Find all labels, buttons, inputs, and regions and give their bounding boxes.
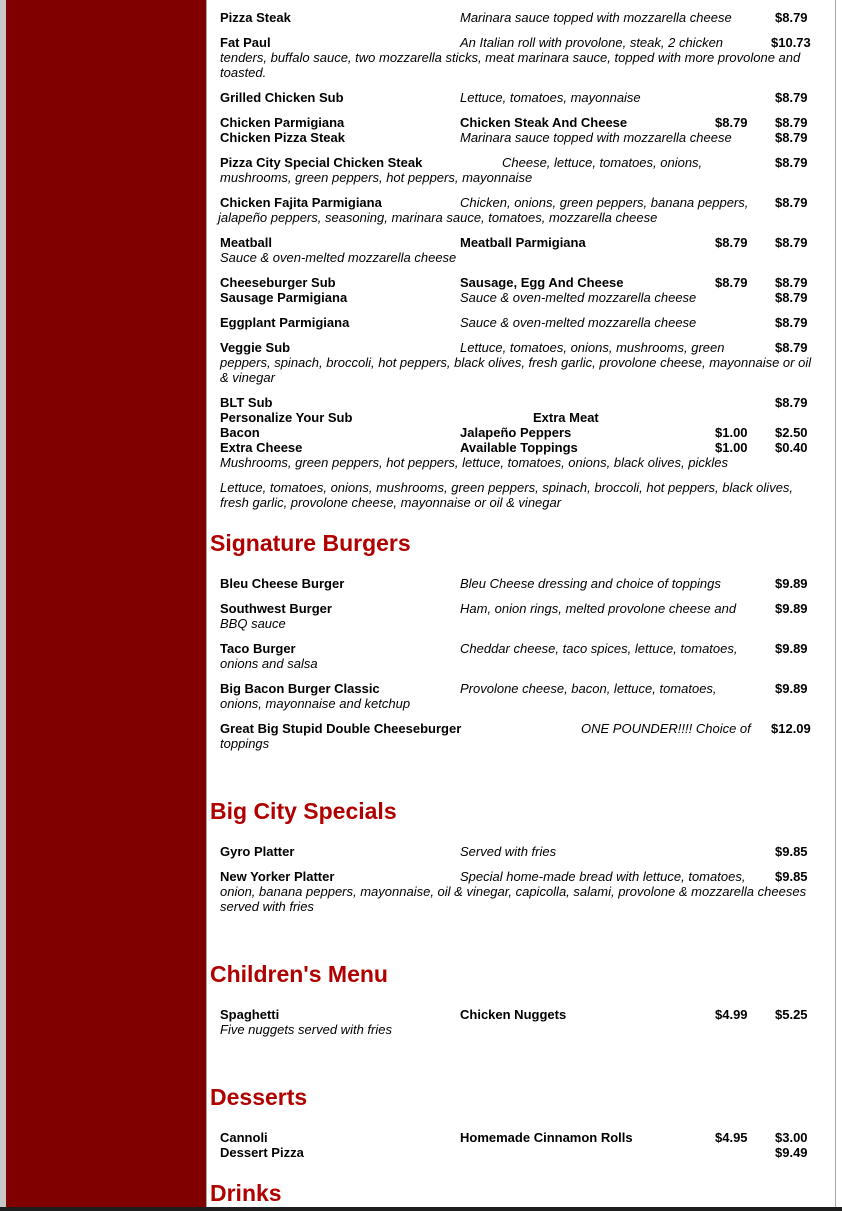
section-heading-desserts: Desserts — [210, 1084, 308, 1110]
menu-item-price: $8.79 — [715, 235, 748, 250]
menu-item-price: $9.49 — [775, 1145, 808, 1160]
menu-item-name: Southwest Burger — [220, 601, 332, 616]
menu-item-description: Lettuce, tomatoes, mayonnaise — [460, 90, 641, 105]
menu-section-subheading: Extra Meat — [533, 410, 599, 425]
menu-item-price: $8.79 — [775, 10, 808, 25]
menu-item-description: peppers, spinach, broccoli, hot peppers, black olives, fresh garlic, provolone cheese, mayonnaise or oil — [220, 355, 812, 370]
menu-item-description: toasted. — [220, 65, 267, 80]
menu-item-name: Chicken Pizza Steak — [220, 130, 345, 145]
window-right-edge — [835, 0, 836, 1211]
menu-item-name: Gyro Platter — [220, 844, 295, 859]
menu-item-description: onion, banana peppers, mayonnaise, oil & vinegar, capicolla, salami, provolone & mozzarella cheeses — [220, 884, 807, 899]
menu-item-name: BLT Sub — [220, 395, 273, 410]
menu-item-description: onions, mayonnaise and ketchup — [220, 696, 411, 711]
menu-item-price: $5.25 — [775, 1007, 808, 1022]
menu-item-name: Chicken Fajita Parmigiana — [220, 195, 382, 210]
menu-item-description: Cheddar cheese, taco spices, lettuce, tomatoes, — [460, 641, 738, 656]
menu-item-name: Sausage, Egg And Cheese — [460, 275, 624, 290]
menu-item-price: $9.89 — [775, 576, 808, 591]
menu-item-name: Cheeseburger Sub — [220, 275, 336, 290]
menu-item-description: Sauce & oven-melted mozzarella cheese — [220, 250, 457, 265]
menu-item-price: $8.79 — [775, 340, 808, 355]
menu-item-price: $8.79 — [775, 90, 808, 105]
menu-item-description: Cheese, lettuce, tomatoes, onions, — [502, 155, 703, 170]
menu-item-price: $8.79 — [775, 195, 808, 210]
section-heading-drinks: Drinks — [210, 1180, 282, 1206]
menu-item-price: $8.79 — [775, 235, 808, 250]
toppings-list: Mushrooms, green peppers, hot peppers, lettuce, tomatoes, onions, black olives, pickles — [220, 455, 728, 470]
menu-item-price: $8.79 — [715, 115, 748, 130]
section-heading-childrens-menu: Children's Menu — [210, 961, 388, 987]
menu-item-price: $4.99 — [715, 1007, 748, 1022]
menu-item-name: Taco Burger — [220, 641, 296, 656]
menu-item-name: Big Bacon Burger Classic — [220, 681, 380, 696]
menu-item-name: Chicken Parmigiana — [220, 115, 345, 130]
menu-item-description: Marinara sauce topped with mozzarella cheese — [460, 130, 732, 145]
menu-item-price: $8.79 — [775, 115, 808, 130]
menu-item-price: $3.00 — [775, 1130, 808, 1145]
menu-item-description: Provolone cheese, bacon, lettuce, tomatoes, — [460, 681, 717, 696]
menu-item-description: Bleu Cheese dressing and choice of toppings — [460, 576, 721, 591]
menu-item-name: Bleu Cheese Burger — [220, 576, 345, 591]
menu-item-price: $1.00 — [715, 425, 748, 440]
menu-item-description: Served with fries — [460, 844, 557, 859]
menu-item-price: $8.79 — [775, 130, 808, 145]
menu-item-name: Available Toppings — [460, 440, 578, 455]
menu-item-name: Grilled Chicken Sub — [220, 90, 344, 105]
menu-item-name: Dessert Pizza — [220, 1145, 304, 1160]
menu-item-name: Chicken Steak And Cheese — [460, 115, 628, 130]
menu-item-price: $8.79 — [775, 290, 808, 305]
menu-item-price: $10.73 — [771, 35, 811, 50]
window-bottom-edge — [0, 1207, 842, 1211]
menu-item-name: Veggie Sub — [220, 340, 291, 355]
section-heading-big-city-specials: Big City Specials — [210, 798, 397, 824]
menu-item-price: $8.79 — [775, 155, 808, 170]
menu-item-description: Special home-made bread with lettuce, tomatoes, — [460, 869, 746, 884]
menu-item-name: Great Big Stupid Double Cheeseburger — [220, 721, 462, 736]
menu-section-subheading: Personalize Your Sub — [220, 410, 353, 425]
menu-item-description: Sauce & oven-melted mozzarella cheese — [460, 315, 697, 330]
toppings-list: fresh garlic, provolone cheese, mayonnaise or oil & vinegar — [220, 495, 562, 510]
menu-item-name: Bacon — [220, 425, 260, 440]
menu-item-price: $9.85 — [775, 844, 808, 859]
section-heading-signature-burgers: Signature Burgers — [210, 530, 411, 556]
menu-item-description: toppings — [220, 736, 270, 751]
menu-item-price: $8.79 — [775, 315, 808, 330]
menu-item-name: Meatball Parmigiana — [460, 235, 586, 250]
menu-item-name: Pizza Steak — [220, 10, 291, 25]
menu-item-name: Sausage Parmigiana — [220, 290, 348, 305]
sidebar — [6, 0, 206, 1211]
menu-item-description: served with fries — [220, 899, 314, 914]
menu-item-description: onions and salsa — [220, 656, 318, 671]
menu-item-description: ONE POUNDER!!!! Choice of — [581, 721, 751, 736]
menu-item-name: Spaghetti — [220, 1007, 280, 1022]
menu-item-price: $2.50 — [775, 425, 808, 440]
menu-item-price: $0.40 — [775, 440, 808, 455]
menu-item-price: $9.89 — [775, 601, 808, 616]
menu-item-name: New Yorker Platter — [220, 869, 335, 884]
menu-item-description: Marinara sauce topped with mozzarella cheese — [460, 10, 732, 25]
menu-item-price: $8.79 — [715, 275, 748, 290]
menu-item-price: $9.89 — [775, 681, 808, 696]
menu-item-price: $12.09 — [771, 721, 811, 736]
menu-item-price: $4.95 — [715, 1130, 748, 1145]
menu-item-name: Extra Cheese — [220, 440, 303, 455]
menu-item-description: Five nuggets served with fries — [220, 1022, 392, 1037]
menu-item-price: $1.00 — [715, 440, 748, 455]
menu-item-name: Homemade Cinnamon Rolls — [460, 1130, 633, 1145]
menu-item-description: Sauce & oven-melted mozzarella cheese — [460, 290, 697, 305]
menu-item-name: Fat Paul — [220, 35, 271, 50]
menu-item-name: Jalapeño Peppers — [460, 425, 572, 440]
menu-item-name: Chicken Nuggets — [460, 1007, 567, 1022]
menu-item-description: Chicken, onions, green peppers, banana peppers, — [460, 195, 749, 210]
menu-item-description: An Italian roll with provolone, steak, 2 chicken — [460, 35, 724, 50]
menu-item-description: & vinegar — [220, 370, 275, 385]
menu-item-description: Ham, onion rings, melted provolone cheese and — [460, 601, 737, 616]
toppings-list: Lettuce, tomatoes, onions, mushrooms, green peppers, spinach, broccoli, hot peppers, black olives, — [220, 480, 794, 495]
menu-item-name: Pizza City Special Chicken Steak — [220, 155, 423, 170]
menu-item-description: jalapeño peppers, seasoning, marinara sauce, tomatoes, mozzarella cheese — [218, 210, 658, 225]
menu-item-name: Cannoli — [220, 1130, 268, 1145]
menu-item-description: Lettuce, tomatoes, onions, mushrooms, green — [460, 340, 725, 355]
menu-item-description: BBQ sauce — [220, 616, 286, 631]
menu-item-price: $9.85 — [775, 869, 808, 884]
menu-item-description: mushrooms, green peppers, hot peppers, mayonnaise — [220, 170, 533, 185]
menu-item-description: tenders, buffalo sauce, two mozzarella sticks, meat marinara sauce, topped with more provolone and — [220, 50, 801, 65]
menu-item-name: Meatball — [220, 235, 273, 250]
menu-item-price: $8.79 — [775, 395, 808, 410]
menu-item-price: $9.89 — [775, 641, 808, 656]
menu-item-name: Eggplant Parmigiana — [220, 315, 350, 330]
menu-item-price: $8.79 — [775, 275, 808, 290]
